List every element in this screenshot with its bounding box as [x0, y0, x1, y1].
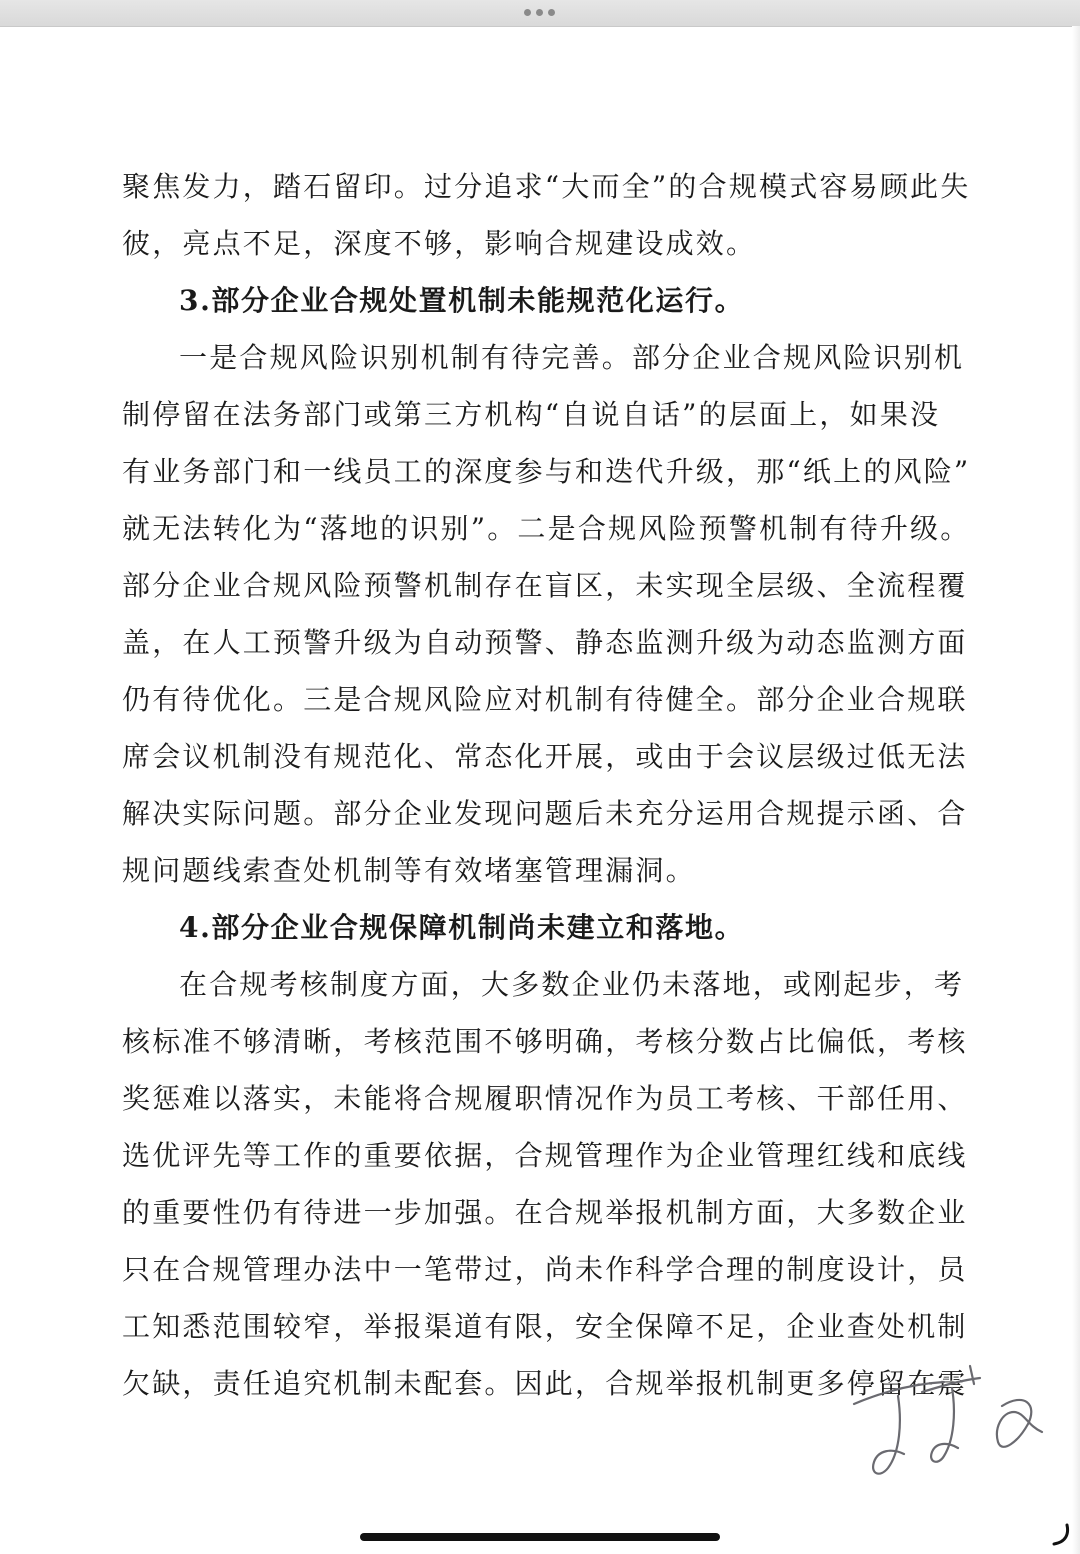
- text-line: 彼，亮点不足，深度不够，影响合规建设成效。: [122, 227, 757, 260]
- scroll-handle-icon[interactable]: [1048, 1522, 1074, 1548]
- text-line: 的重要性仍有待进一步加强。在合规举报机制方面，大多数企业: [122, 1196, 968, 1229]
- text-line: 仍有待优化。三是合规风险应对机制有待健全。部分企业合规联: [122, 683, 968, 716]
- text-line: 席会议机制没有规范化、常态化开展，或由于会议层级过低无法: [122, 740, 968, 773]
- page-edge: [1072, 26, 1080, 1554]
- text-line: 有业务部门和一线员工的深度参与和迭代升级，那“纸上的风险”: [122, 455, 971, 488]
- section-heading-3: 3.部分企业合规处置机制未能规范化运行。: [179, 284, 745, 317]
- section-heading-4: 4.部分企业合规保障机制尚未建立和落地。: [179, 911, 745, 944]
- text-line: 奖惩难以落实，未能将合规履职情况作为员工考核、干部任用、: [122, 1082, 968, 1115]
- text-line: 就无法转化为“落地的识别”。二是合规风险预警机制有待升级。: [122, 512, 971, 545]
- top-bar: [0, 0, 1080, 27]
- text-line: 聚焦发力，踏石留印。过分追求“大而全”的合规模式容易顾此失: [122, 170, 971, 203]
- text-line: 制停留在法务部门或第三方机构“自说自话”的层面上，如果没: [122, 398, 941, 431]
- handwritten-signature: [852, 1362, 1052, 1492]
- more-options-icon[interactable]: [524, 9, 555, 16]
- text-line: 只在合规管理办法中一笔带过，尚未作科学合理的制度设计，员: [122, 1253, 968, 1286]
- text-line: 部分企业合规风险预警机制存在盲区，未实现全层级、全流程覆: [122, 569, 968, 602]
- text-line: 解决实际问题。部分企业发现问题后未充分运用合规提示函、合: [122, 797, 968, 830]
- text-line: 欠缺，责任追究机制未配套。因此，合规举报机制更多停留在震: [122, 1367, 968, 1400]
- text-line: 一是合规风险识别机制有待完善。部分企业合规风险识别机: [179, 341, 965, 374]
- text-line: 规问题线索查处机制等有效堵塞管理漏洞。: [122, 854, 696, 887]
- home-indicator[interactable]: [360, 1533, 720, 1541]
- text-line: 盖，在人工预警升级为自动预警、静态监测升级为动态监测方面: [122, 626, 968, 659]
- document-body: [122, 158, 971, 1412]
- text-line: 在合规考核制度方面，大多数企业仍未落地，或刚起步，考: [179, 968, 965, 1001]
- text-line: 工知悉范围较窄，举报渠道有限，安全保障不足，企业查处机制: [122, 1310, 968, 1343]
- text-line: 核标准不够清晰，考核范围不够明确，考核分数占比偏低，考核: [122, 1025, 968, 1058]
- text-line: 选优评先等工作的重要依据，合规管理作为企业管理红线和底线: [122, 1139, 968, 1172]
